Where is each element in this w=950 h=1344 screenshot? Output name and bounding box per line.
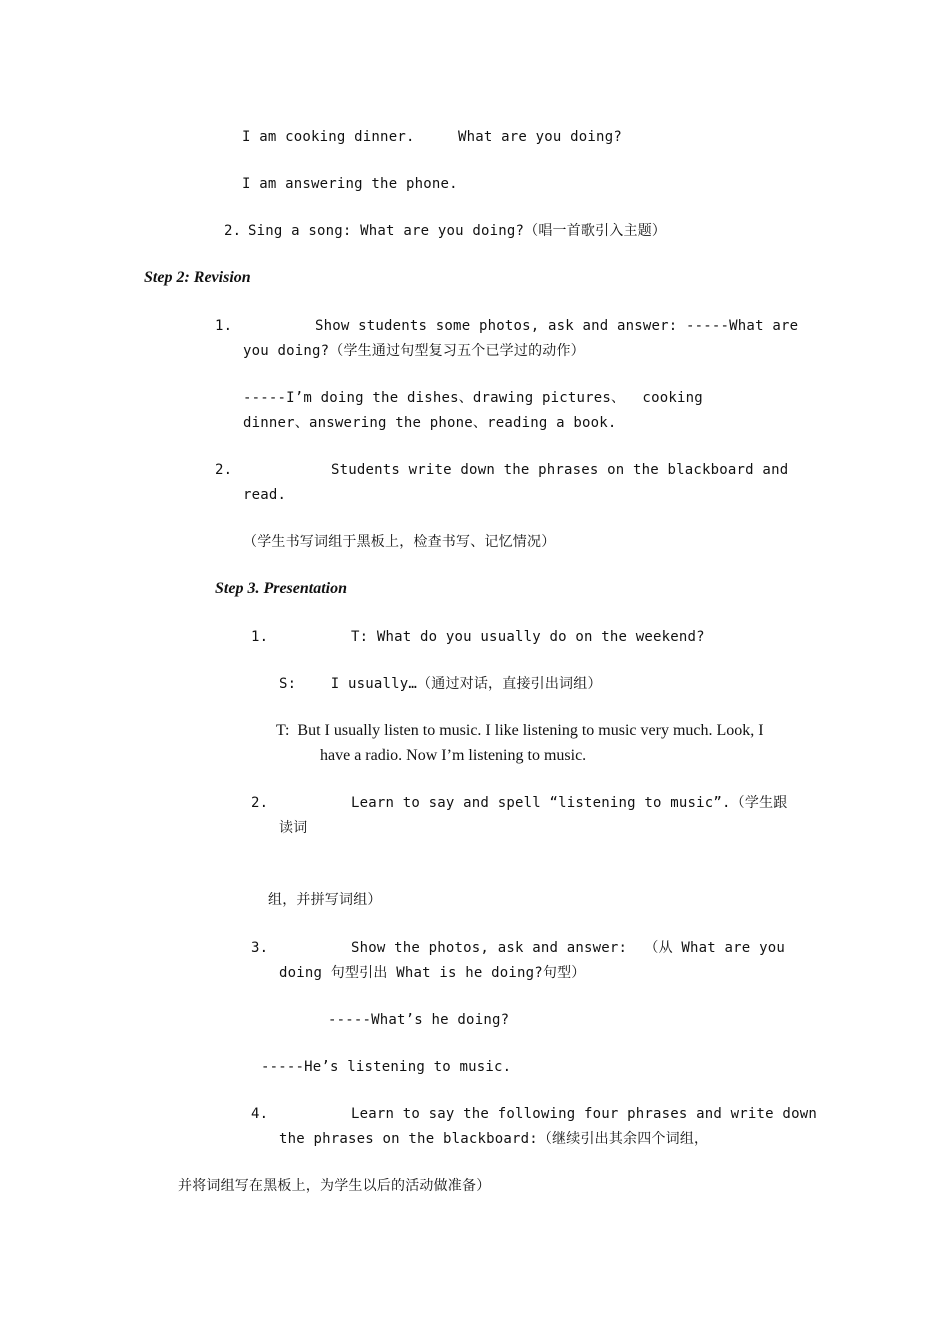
step3-item-3-number: 3.: [251, 940, 269, 956]
step2-answer-line-1: -----I’m doing the dishes、drawing pictures、 cooking: [243, 390, 703, 406]
step3-item-1-teacher-line-2: have a radio. Now I’m listening to music.: [320, 747, 587, 764]
step2-item-1-line-2: you doing?（学生通过句型复习五个已学过的动作）: [243, 343, 585, 359]
step3-item-2-line-3: 组，并拼写词组）: [268, 892, 382, 908]
step3-item-4-line-3: 并将词组写在黑板上，为学生以后的活动做准备）: [178, 1178, 491, 1194]
step3-item-4-line-1: Learn to say the following four phrases and write down: [351, 1106, 817, 1122]
intro-line-1a: I am cooking dinner.: [242, 129, 415, 145]
step3-item-3-line-1: Show the photos, ask and answer: （从 What are you: [351, 940, 785, 956]
step3-item-4-number: 4.: [251, 1106, 269, 1122]
step3-heading: Step 3. Presentation: [215, 580, 348, 597]
step3-item-3-line-2: doing 句型引出 What is he doing?句型）: [279, 965, 586, 981]
step2-heading: Step 2: Revision: [144, 269, 251, 286]
step3-item-2-line-1: Learn to say and spell “listening to music”.（学生跟: [351, 795, 788, 811]
step2-note: （学生书写词组于黑板上，检查书写、记忆情况）: [243, 534, 556, 550]
step3-item-2-line-2: 读词: [279, 820, 308, 836]
step3-item-1-teacher-line-1: T: But I usually listen to music. I like listening to music very much. Look, I: [276, 722, 764, 739]
step2-item-2-line-1: Students write down the phrases on the blackboard and: [331, 462, 789, 478]
step3-item-3-question: -----What’s he doing?: [328, 1012, 510, 1028]
step2-item-2-line-2: read.: [243, 487, 287, 503]
intro-item-2-text: Sing a song: What are you doing?（唱一首歌引入主题）: [248, 223, 667, 239]
step3-item-3-answer: -----He’s listening to music.: [261, 1059, 512, 1075]
step3-item-4-line-2: the phrases on the blackboard:（继续引出其余四个词组，: [279, 1131, 709, 1147]
intro-item-2-number: 2.: [224, 223, 242, 239]
intro-line-2: I am answering the phone.: [242, 176, 458, 192]
step3-item-1-reply: S: I usually…（通过对话，直接引出词组）: [279, 676, 602, 692]
step3-item-1-text: T: What do you usually do on the weekend?: [351, 629, 705, 645]
step3-item-2-number: 2.: [251, 795, 269, 811]
step3-item-1-number: 1.: [251, 629, 269, 645]
step2-answer-line-2: dinner、answering the phone、reading a book.: [243, 415, 617, 431]
step2-item-1-number: 1.: [215, 318, 233, 334]
step2-item-1-line-1: Show students some photos, ask and answer: -----What are: [315, 318, 799, 334]
step2-item-2-number: 2.: [215, 462, 233, 478]
intro-line-1b: What are you doing?: [458, 129, 622, 145]
